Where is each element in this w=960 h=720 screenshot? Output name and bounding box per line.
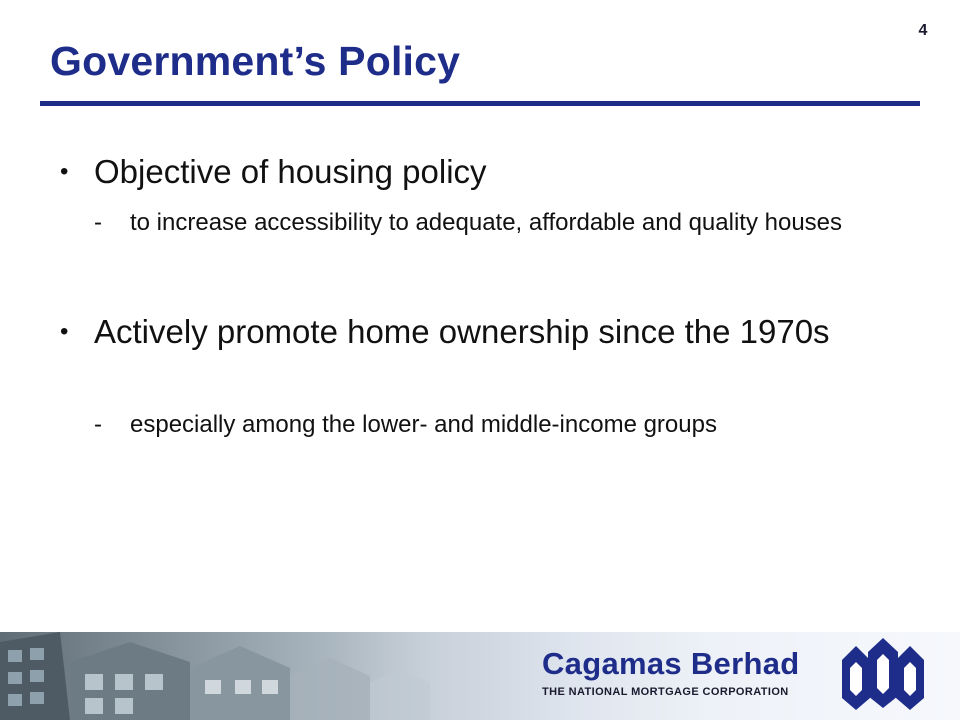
bullet-text: Actively promote home ownership since the 1970s (94, 313, 830, 350)
bullet-dot: • (60, 158, 69, 185)
bullet-item (60, 312, 874, 352)
sub-text: especially among the lower- and middle-income groups (130, 411, 717, 438)
bullet-dot: • (60, 318, 69, 345)
sub-text: to increase accessibility to adequate, affordable and quality houses (130, 209, 843, 236)
bullet-item (60, 152, 874, 192)
slide-number: 4 (918, 22, 928, 39)
title-rule (40, 101, 920, 106)
brand-name: Cagamas Berhad (542, 646, 800, 681)
footer-banner (0, 632, 960, 720)
slide-title: Government’s Policy (50, 38, 461, 84)
brand-tagline: THE NATIONAL MORTGAGE CORPORATION (542, 686, 789, 698)
bullet-text: Objective of housing policy (94, 153, 487, 190)
sub-dash: - (94, 411, 102, 438)
cagamas-logo-icon (840, 638, 926, 710)
sub-item (94, 204, 894, 241)
sub-item (94, 406, 894, 443)
houses-photo-image (0, 632, 480, 720)
sub-dash: - (94, 209, 102, 236)
